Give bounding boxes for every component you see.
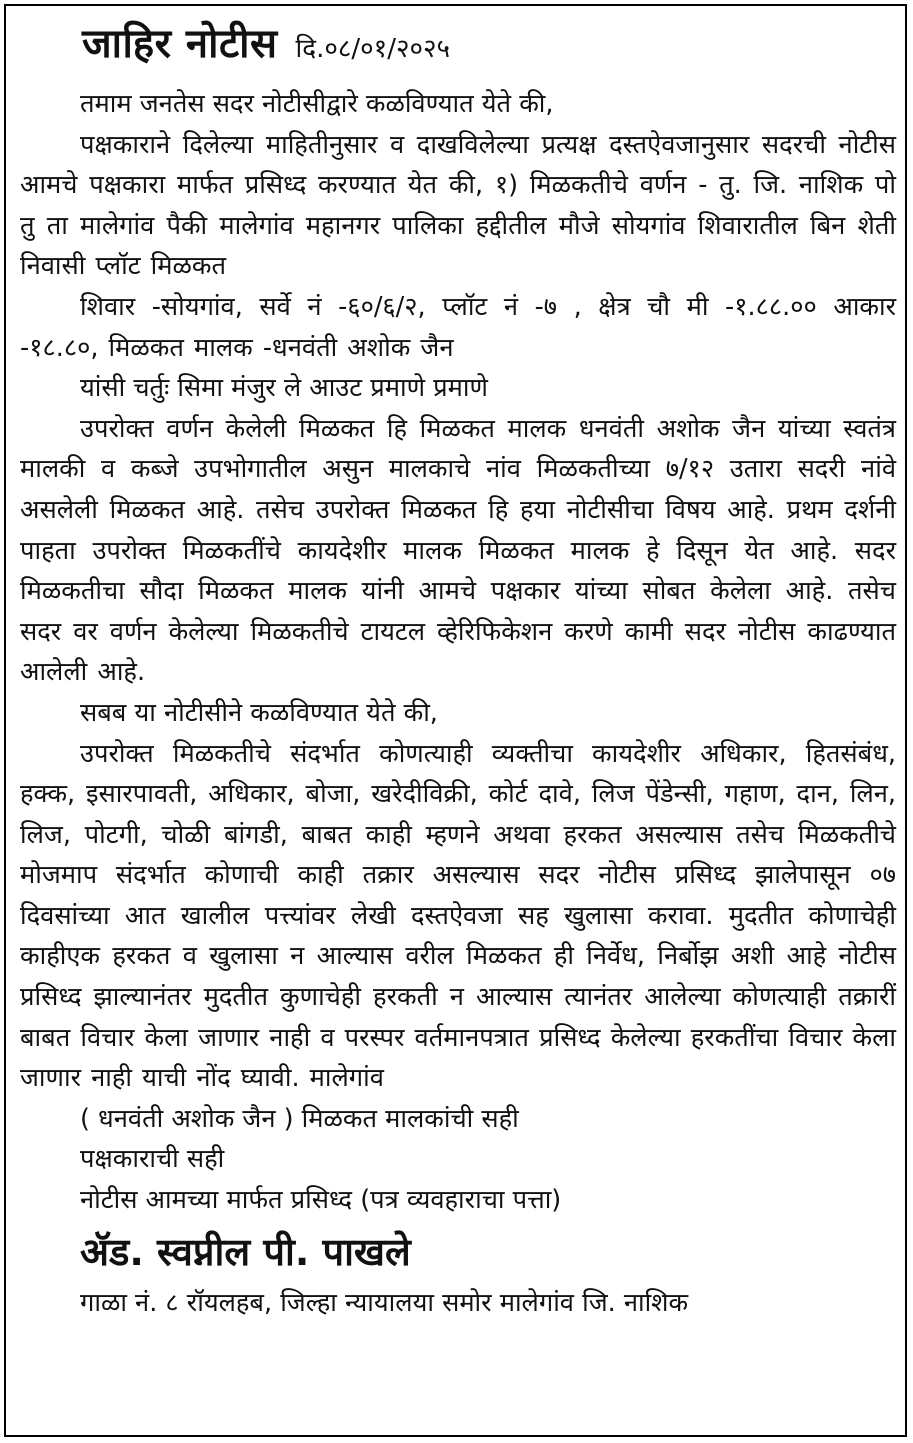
notice-header	[20, 21, 896, 84]
paragraph-boundaries: यांसी चर्तुः सिमा मंजुर ले आउट प्रमाणे प्रमाणे	[80, 373, 488, 404]
notice-intro: तमाम जनतेस सदर नोटीसीद्वारे कळविण्यात येते की,	[80, 89, 554, 119]
advocate-name: ॲड. स्वप्नील पी. पाखले	[80, 1229, 411, 1274]
advocate-address: गाळा नं. ८ रॉयलहब, जिल्हा न्यायालया समोर मालेगांव जि. नाशिक	[80, 1287, 689, 1318]
owner-signature-line: ( धनवंती अशोक जैन ) मिळकत मालकांची सही	[80, 1103, 519, 1134]
notice-title: जाहिर नोटीस	[82, 21, 278, 67]
paragraph-survey-details: शिवार -सोयगांव, सर्वे नं -६०/६/२, प्लॉट नं -७ , क्षेत्र चौ मी -१.८८.०० आकार -१८.८०, मिळकत मालक -धनवंती अशोक जैन	[20, 291, 896, 363]
paragraph-property-description: पक्षकाराने दिलेल्या माहितीनुसार व दाखविलेल्या प्रत्यक्ष दस्तऐवजानुसार सदरची नोटीस आमचे पक्षकारा मार्फत प्रसिध्द करण्यात येत की, १) मिळकतीचे वर्णन - तु. जि. नाशिक पो तु ता मालेगांव पैकी मालेगांव महानगर पालिका हद्दीतील मौजे सोयगांव शिवारातील बिन शेती निवासी प्लॉट मिळकत	[20, 129, 896, 282]
paragraph-objections: उपरोक्त मिळकतीचे संदर्भात कोणत्याही व्यक्तीचा कायदेशीर अधिकार, हितसंबंध, हक्क, इसारपावती, अधिकार, बोजा, खरेदीविक्री, कोर्ट दावे, लिज पेंडेन्सी, गहाण, दान, लिन, लिज, पोटगी, चोळी बांगडी, बाबत काही म्हणने अथवा हरकत असल्यास तसेच मिळकतीचे मोजमाप संदर्भात कोणाची काही तक्रार असल्यास सदर नोटीस प्रसिध्द झालेपासून ०७ दिवसांच्या आत खालील पत्त्यांवर लेखी दस्तऐवजा सह खुलासा करावा. मुदतीत कोणाचेही काहीएक हरकत व खुलासा न आल्यास वरील मिळकत ही निर्वेध, निर्बोझ अशी आहे नोटीस प्रसिध्द झाल्यानंतर मुदतीत कुणाचेही हरकती न आल्यास त्यानंतर आलेल्या कोणत्याही तक्रारीं बाबत विचार केला जाणार नाही व परस्पर वर्तमानपत्रात प्रसिध्द केलेल्या हरकतींचा विचार केला जाणार नाही याची नोंद घ्यावी. मालेगांव	[20, 738, 896, 1094]
notice-date: दि.०८/०१/२०२५	[295, 34, 451, 64]
published-via-line: नोटीस आमच्या मार्फत प्रसिध्द (पत्र व्यवहाराचा पत्ता)	[80, 1185, 562, 1216]
paragraph-ownership: उपरोक्त वर्णन केलेली मिळकत हि मिळकत मालक धनवंती अशोक जैन यांच्या स्वतंत्र मालकी व कब्जे उपभोगातील असुन मालकाचे नांव मिळकतीच्या ७/१२ उतारा सदरी नांवे असलेली मिळकत आहे. तसेच उपरोक्त मिळकत हि हया नोटीसीचा विषय आहे. प्रथम दर्शनी पाहता उपरोक्त मिळकतींचे कायदेशीर मालक मिळकत मालक हे दिसून येत आहे. सदर मिळकतीचा सौदा मिळकत मालक यांनी आमचे पक्षकार यांच्या सोबत केलेला आहे. तसेच सदर वर वर्णन केलेल्या मिळकतीचे टायटल व्हेरिफिकेशन करणे कामी सदर नोटीस काढण्यात आलेली आहे.	[20, 413, 896, 688]
notice-content	[20, 21, 896, 1323]
notice-frame	[4, 4, 907, 1437]
paragraph-objection-intro: सबब या नोटीसीने कळविण्यात येते की,	[80, 697, 438, 728]
client-signature-line: पक्षकाराची सही	[80, 1144, 225, 1175]
